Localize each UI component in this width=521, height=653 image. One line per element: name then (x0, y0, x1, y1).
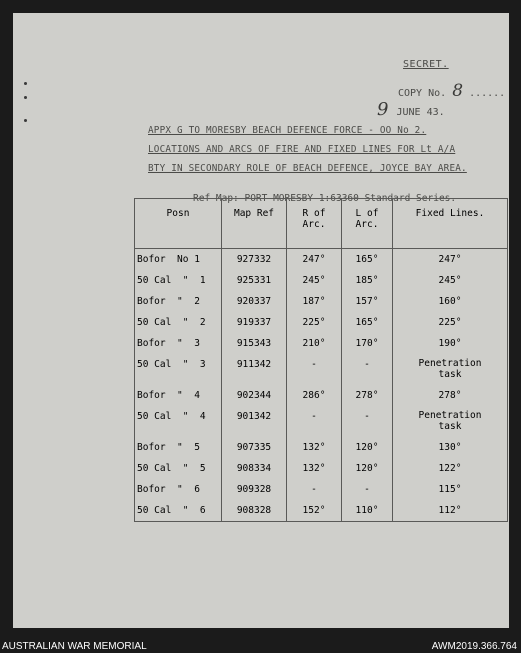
column-header-r-of-arc: R of Arc. (287, 199, 342, 249)
cell-l-of-arc: - (342, 354, 393, 385)
cell-posn: 50 Cal " 4 (135, 406, 222, 437)
cell-map-ref: 919337 (222, 312, 287, 333)
table-row (135, 458, 508, 479)
footer-source-label: AUSTRALIAN WAR MEMORIAL (2, 641, 147, 652)
cell-l-of-arc: 170° (342, 333, 393, 354)
classification-label: SECRET. (403, 59, 449, 70)
cell-l-of-arc: 157° (342, 291, 393, 312)
table-row (135, 354, 508, 385)
copy-number-handwritten: 8 (452, 81, 464, 101)
cell-fixed-lines: 160° (393, 291, 508, 312)
cell-map-ref: 911342 (222, 354, 287, 385)
cell-posn: Bofor " 2 (135, 291, 222, 312)
table-row (135, 270, 508, 291)
copy-number-line (398, 81, 505, 101)
cell-posn: 50 Cal " 3 (135, 354, 222, 385)
cell-posn: 50 Cal " 6 (135, 500, 222, 522)
cell-r-of-arc: - (287, 354, 342, 385)
date-day-handwritten: 9 (377, 99, 389, 120)
table-row (135, 406, 508, 437)
table-body (135, 249, 508, 522)
cell-r-of-arc: 132° (287, 458, 342, 479)
table-row (135, 479, 508, 500)
table-row (135, 312, 508, 333)
cell-l-of-arc: 110° (342, 500, 393, 522)
cell-l-of-arc: 185° (342, 270, 393, 291)
cell-fixed-lines: 190° (393, 333, 508, 354)
cell-posn: Bofor No 1 (135, 249, 222, 271)
cell-posn: 50 Cal " 2 (135, 312, 222, 333)
cell-l-of-arc: - (342, 479, 393, 500)
date-text: JUNE 43. (396, 107, 445, 118)
cell-r-of-arc: 245° (287, 270, 342, 291)
cell-posn: Bofor " 4 (135, 385, 222, 406)
cell-l-of-arc: 165° (342, 249, 393, 271)
cell-l-of-arc: 120° (342, 458, 393, 479)
punch-hole-mark (24, 119, 27, 122)
cell-fixed-lines: 247° (393, 249, 508, 271)
table-row (135, 249, 508, 271)
punch-hole-mark (24, 82, 27, 85)
fire-positions-table (134, 198, 508, 522)
cell-posn: 50 Cal " 1 (135, 270, 222, 291)
table-row (135, 291, 508, 312)
cell-map-ref: 901342 (222, 406, 287, 437)
cell-map-ref: 908334 (222, 458, 287, 479)
title-line-3: BTY IN SECONDARY ROLE OF BEACH DEFENCE, JOYCE BAY AREA. (148, 163, 467, 174)
cell-fixed-lines: 112° (393, 500, 508, 522)
cell-fixed-lines: 245° (393, 270, 508, 291)
cell-r-of-arc: 286° (287, 385, 342, 406)
cell-fixed-lines: 115° (393, 479, 508, 500)
reference-map: Ref Map: PORT MORESBY 1:63360 Standard Series. (193, 193, 457, 204)
footer-catalogue-number: AWM2019.366.764 (431, 641, 517, 652)
cell-map-ref: 920337 (222, 291, 287, 312)
cell-map-ref: 925331 (222, 270, 287, 291)
cell-posn: Bofor " 3 (135, 333, 222, 354)
table-row (135, 385, 508, 406)
title-line-1: APPX G TO MORESBY BEACH DEFENCE FORCE - OO No 2. (148, 125, 427, 136)
cell-r-of-arc: 247° (287, 249, 342, 271)
table-row (135, 437, 508, 458)
column-header-map-ref: Map Ref (222, 199, 287, 249)
cell-r-of-arc: 210° (287, 333, 342, 354)
cell-r-of-arc: 132° (287, 437, 342, 458)
cell-fixed-lines: Penetration task (393, 406, 508, 437)
cell-r-of-arc: - (287, 479, 342, 500)
cell-l-of-arc: 278° (342, 385, 393, 406)
column-header-fixed-lines: Fixed Lines. (393, 199, 508, 249)
table-row (135, 333, 508, 354)
cell-map-ref: 902344 (222, 385, 287, 406)
cell-map-ref: 907335 (222, 437, 287, 458)
cell-map-ref: 909328 (222, 479, 287, 500)
column-header-posn: Posn (135, 199, 222, 249)
cell-fixed-lines: 130° (393, 437, 508, 458)
cell-r-of-arc: 225° (287, 312, 342, 333)
table-header-row (135, 199, 508, 249)
table-row (135, 500, 508, 522)
cell-fixed-lines: Penetration task (393, 354, 508, 385)
cell-r-of-arc: 152° (287, 500, 342, 522)
cell-map-ref: 908328 (222, 500, 287, 522)
cell-fixed-lines: 278° (393, 385, 508, 406)
cell-r-of-arc: - (287, 406, 342, 437)
cell-l-of-arc: 165° (342, 312, 393, 333)
cell-map-ref: 927332 (222, 249, 287, 271)
cell-r-of-arc: 187° (287, 291, 342, 312)
cell-map-ref: 915343 (222, 333, 287, 354)
title-line-2: LOCATIONS AND ARCS OF FIRE AND FIXED LINES FOR Lt A/A (148, 144, 456, 155)
date-line (377, 99, 445, 120)
cell-l-of-arc: 120° (342, 437, 393, 458)
cell-fixed-lines: 225° (393, 312, 508, 333)
cell-posn: Bofor " 6 (135, 479, 222, 500)
cell-l-of-arc: - (342, 406, 393, 437)
copy-dots: ...... (469, 88, 506, 99)
cell-posn: 50 Cal " 5 (135, 458, 222, 479)
punch-hole-mark (24, 96, 27, 99)
cell-fixed-lines: 122° (393, 458, 508, 479)
cell-posn: Bofor " 5 (135, 437, 222, 458)
column-header-l-of-arc: L of Arc. (342, 199, 393, 249)
copy-label: COPY No. (398, 88, 447, 99)
